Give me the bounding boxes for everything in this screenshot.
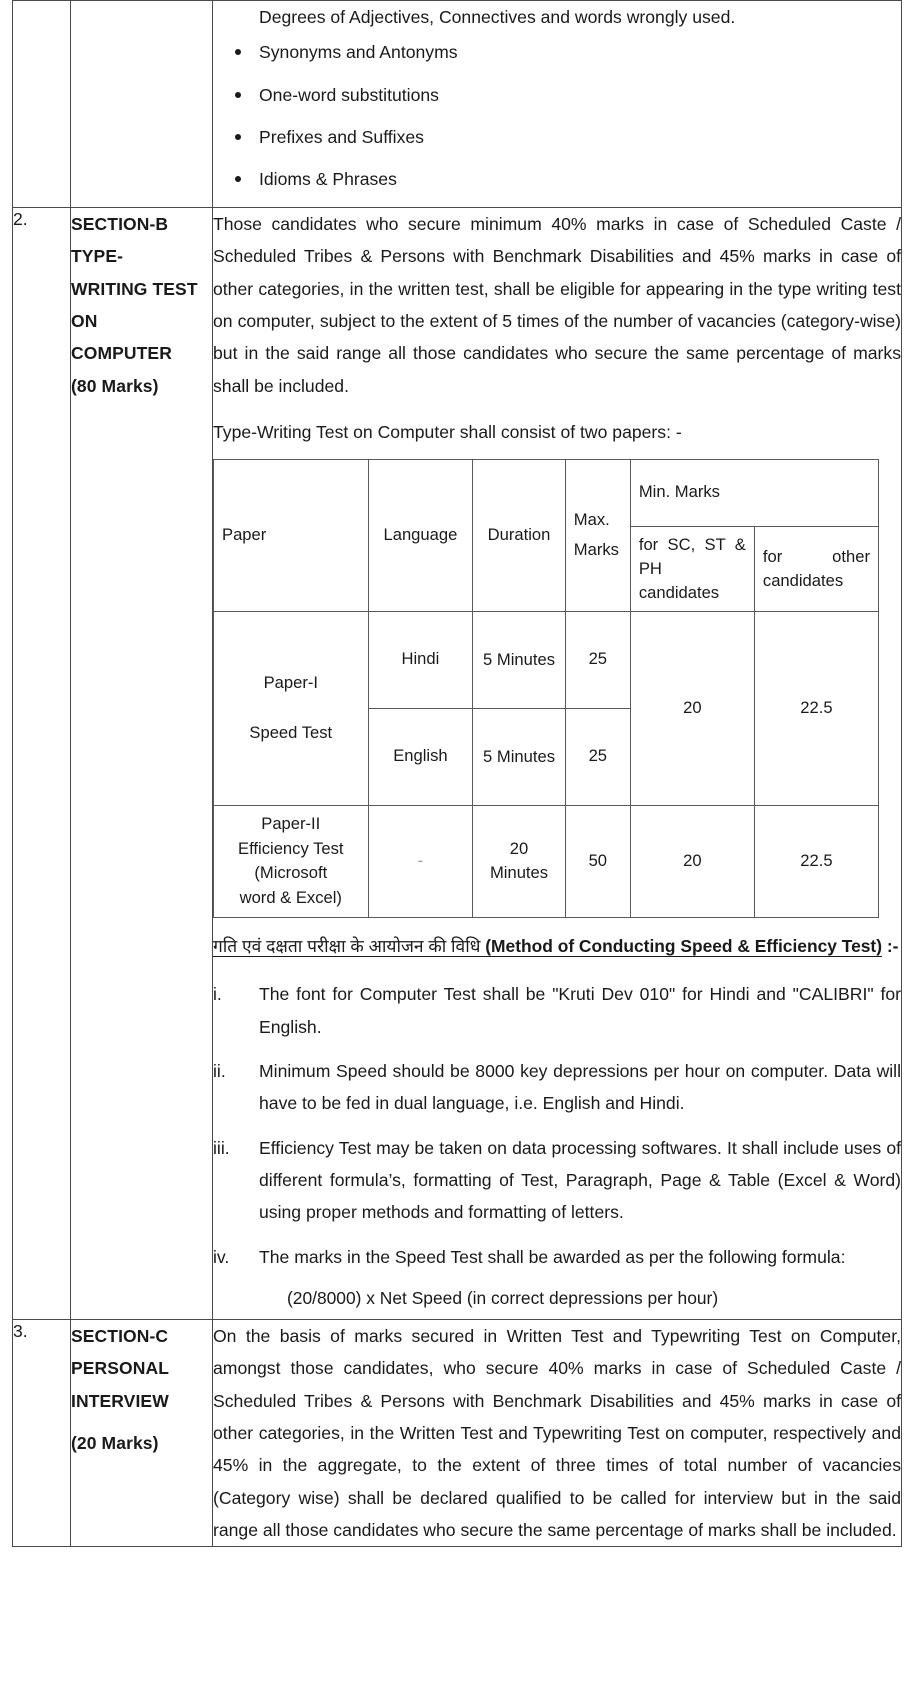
item-numeral: iii. (213, 1137, 230, 1158)
cell-paper-name (214, 611, 369, 805)
row-content (213, 1, 902, 208)
item-text: Efficiency Test may be taken on data processing softwares. It shall include uses of different formula’s, formatting of Test, Paragraph, Page & Table (Excel & Word) using proper methods and formatting of letters. (259, 1137, 901, 1223)
method-heading (213, 930, 901, 964)
item-numeral: i. (213, 984, 222, 1005)
header-min-other: for other candidates (754, 526, 878, 611)
section-name-line: ON (71, 311, 98, 332)
item-text: The font for Computer Test shall be "Kruti Dev 010" for Hindi and "CALIBRI" for English. (259, 984, 901, 1037)
section-name-line: TYPE- (71, 246, 124, 267)
speed-test-formula: (20/8000) x Net Speed (in correct depressions per hour) (287, 1288, 719, 1309)
cell-duration: 20 Minutes (473, 805, 566, 918)
cell-duration: 5 Minutes (473, 708, 566, 805)
method-heading-english: (Method of Conducting Speed & Efficiency Test) (485, 936, 883, 957)
method-heading-suffix: :- (882, 936, 899, 957)
row-serial-number: 2. (13, 207, 71, 1319)
section-name-line: WRITING TEST (71, 278, 198, 299)
paper-note-1: (Microsoft (254, 863, 328, 883)
cell-min-sc-st-ph: 20 (630, 611, 754, 805)
typewriting-marks-table (213, 459, 879, 919)
row-section-name (71, 207, 213, 1319)
list-item (213, 1241, 901, 1273)
section-marks: (20 Marks) (71, 1432, 159, 1453)
section-name-line: SECTION-C (71, 1325, 169, 1346)
header-min-sc-st-ph: for SC, ST & PH candidates (630, 526, 754, 611)
row-content (213, 207, 902, 1319)
table-row-paper-1-hindi (214, 611, 879, 708)
list-item (213, 978, 901, 1043)
cell-language: Hindi (368, 611, 473, 708)
cell-min-other: 22.5 (754, 805, 878, 918)
row-content (213, 1319, 902, 1547)
list-item (213, 1132, 901, 1229)
table-row-section-c (13, 1319, 902, 1547)
row-section-name (71, 1319, 213, 1547)
item-text: The marks in the Speed Test shall be awarded as per the following formula: (259, 1246, 846, 1267)
syllabus-fragment-line: Degrees of Adjectives, Connectives and words wrongly used. (259, 7, 736, 27)
paper-subtitle: Efficiency Test (238, 838, 344, 858)
cell-min-sc-st-ph: 20 (630, 805, 754, 918)
list-item: Synonyms and Antonyms (213, 38, 901, 66)
header-min-marks-group: Min. Marks (630, 459, 878, 526)
item-numeral: iv. (213, 1246, 230, 1267)
table-row-paper-2 (214, 805, 879, 918)
row-serial-number (13, 1, 71, 208)
cell-max-marks: 50 (565, 805, 630, 918)
header-language: Language (368, 459, 473, 611)
papers-intro-paragraph: Type-Writing Test on Computer shall consist of two papers: - (213, 422, 682, 443)
cell-paper-name (214, 805, 369, 918)
criteria-table (12, 0, 902, 1547)
header-paper: Paper (214, 459, 369, 611)
eligibility-paragraph: Those candidates who secure minimum 40% marks in case of Scheduled Caste / Scheduled Tribes & Persons with Benchmark Disabilities and 45% marks in case of other categories, in the written test, shall be eligible for appearing in the type writing test on computer, subject to the extent of 5 times of the number of vacancies (category-wise) but in the said range all those candidates who secure the same percentage of marks shall be included. (213, 213, 901, 396)
cell-max-marks: 25 (565, 708, 630, 805)
paper-note-2: word & Excel) (239, 888, 342, 908)
header-max-marks: Max. Marks (565, 459, 630, 611)
item-text: Minimum Speed should be 8000 key depressions per hour on computer. Data will have to be fed in dual language, i.e. English and Hindi. (259, 1060, 901, 1114)
cell-duration: 5 Minutes (473, 611, 566, 708)
cell-min-other: 22.5 (754, 611, 878, 805)
list-item (213, 1055, 901, 1120)
list-item: Prefixes and Suffixes (213, 123, 901, 151)
paper-label: Paper-I (263, 672, 318, 692)
paper-subtitle: Speed Test (249, 723, 333, 743)
section-name-line: COMPUTER (71, 343, 172, 364)
cell-language: English (368, 708, 473, 805)
row-section-name (71, 1, 213, 208)
table-row-section-b (13, 207, 902, 1319)
list-item: One-word substitutions (213, 81, 901, 109)
method-items-list (213, 978, 901, 1273)
header-duration: Duration (473, 459, 566, 611)
section-name-line: INTERVIEW (71, 1390, 169, 1411)
section-name-line: SECTION-B (71, 213, 169, 234)
syllabus-bullet-list (213, 38, 901, 193)
cell-language: - (368, 805, 473, 918)
paper-label: Paper-II (261, 813, 321, 833)
method-heading-hindi: गति एवं दक्षता परीक्षा के आयोजन की विधि (213, 936, 486, 957)
item-numeral: ii. (213, 1060, 226, 1081)
marks-table-header-row-1 (214, 459, 879, 526)
interview-eligibility-paragraph: On the basis of marks secured in Written Test and Typewriting Test on Computer, amongst those candidates, who secure 40% marks in case of Scheduled Caste / Scheduled Tribes & Persons with Benchmark Disabilities and 45% marks in case of other categories, in the Written Test and Typewriting Test on computer, respectively and 45% in the aggregate, to the extent of three times of total number of vacancies (Category wise) shall be declared qualified to be called for interview but in the said range all those candidates who secure the same percentage of marks shall be included. (213, 1325, 901, 1541)
table-row-continuation (13, 1, 902, 208)
list-item: Idioms & Phrases (213, 165, 901, 193)
cell-max-marks: 25 (565, 611, 630, 708)
section-name-line: PERSONAL (71, 1358, 170, 1379)
row-serial-number: 3. (13, 1319, 71, 1547)
section-marks: (80 Marks) (71, 375, 159, 396)
